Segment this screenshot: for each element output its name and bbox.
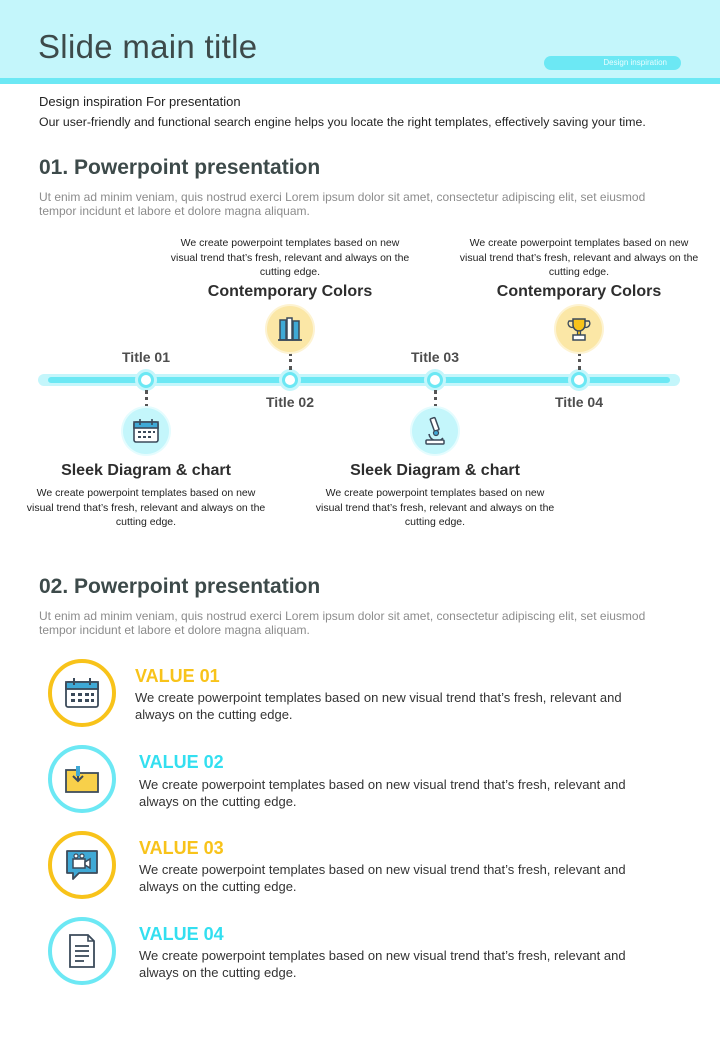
timeline-desc-4: We create powerpoint templates based on new visual trend that’s fresh, relevant and always on the cutting edge. — [459, 237, 699, 278]
value-title-3: VALUE 03 — [139, 838, 224, 858]
timeline-node-2 — [282, 372, 298, 388]
timeline-desc-2: We create powerpoint templates based on new visual trend that’s fresh, relevant and always on the cutting edge. — [170, 237, 410, 278]
calendar-icon — [123, 408, 169, 454]
microscope-icon — [412, 408, 458, 454]
books-icon — [267, 306, 313, 352]
header-divider — [0, 78, 720, 84]
timeline-connector-2 — [289, 352, 292, 370]
value-ring-4 — [48, 917, 116, 985]
video-chat-icon — [64, 848, 100, 882]
timeline-connector-1 — [145, 390, 148, 408]
timeline-heading-1: Sleek Diagram & chart — [61, 462, 231, 479]
timeline-node-3 — [427, 372, 443, 388]
value-ring-3 — [48, 831, 116, 899]
value-desc-2: We create powerpoint templates based on new visual trend that’s fresh, relevant and always on the cutting edge. — [139, 777, 626, 809]
section2-subtitle: Ut enim ad minim veniam, quis nostrud exerci Lorem ipsum dolor sit amet, consectetur adipiscing elit, set eiusmod tempor incidunt et labore et dolore magna aliquam. — [39, 609, 646, 637]
download-folder-icon — [64, 764, 100, 794]
value-ring-2 — [48, 745, 116, 813]
timeline-title-1: Title 01 — [122, 349, 170, 365]
value-title-4: VALUE 04 — [139, 924, 224, 944]
timeline-title-2: Title 02 — [266, 394, 314, 410]
timeline-node-4 — [571, 372, 587, 388]
header-tag: Design inspiration — [544, 56, 681, 70]
timeline-heading-3: Sleek Diagram & chart — [350, 462, 520, 479]
section2-title: 02. Powerpoint presentation — [39, 575, 321, 598]
section1-title: 01. Powerpoint presentation — [39, 156, 321, 179]
value-desc-4: We create powerpoint templates based on new visual trend that’s fresh, relevant and always on the cutting edge. — [139, 948, 626, 980]
section1-subtitle: Ut enim ad minim veniam, quis nostrud exerci Lorem ipsum dolor sit amet, consectetur adipiscing elit, set eiusmod tempor incidunt et labore et dolore magna aliquam. — [39, 190, 646, 218]
timeline-title-3: Title 03 — [411, 349, 459, 365]
document-icon — [67, 933, 97, 969]
calendar-icon — [64, 677, 100, 709]
timeline-desc-3: We create powerpoint templates based on new visual trend that’s fresh, relevant and always on the cutting edge. — [315, 487, 555, 528]
trophy-icon — [556, 306, 602, 352]
page-title: Slide main title — [38, 28, 258, 65]
timeline-node-1 — [138, 372, 154, 388]
value-desc-1: We create powerpoint templates based on new visual trend that’s fresh, relevant and always on the cutting edge. — [135, 690, 622, 722]
timeline-connector-3 — [434, 390, 437, 408]
intro-body: Our user-friendly and functional search engine helps you locate the right templates, effectively saving your time. — [39, 115, 646, 129]
timeline-heading-4: Contemporary Colors — [496, 283, 662, 300]
timeline-connector-4 — [578, 352, 581, 370]
intro-heading: Design inspiration For presentation — [39, 94, 241, 109]
value-desc-3: We create powerpoint templates based on new visual trend that’s fresh, relevant and always on the cutting edge. — [139, 862, 626, 894]
timeline-heading-2: Contemporary Colors — [207, 283, 373, 300]
value-title-1: VALUE 01 — [135, 666, 220, 686]
timeline-desc-1: We create powerpoint templates based on new visual trend that’s fresh, relevant and always on the cutting edge. — [26, 487, 266, 528]
value-ring-1 — [48, 659, 116, 727]
value-title-2: VALUE 02 — [139, 752, 224, 772]
timeline-title-4: Title 04 — [555, 394, 603, 410]
